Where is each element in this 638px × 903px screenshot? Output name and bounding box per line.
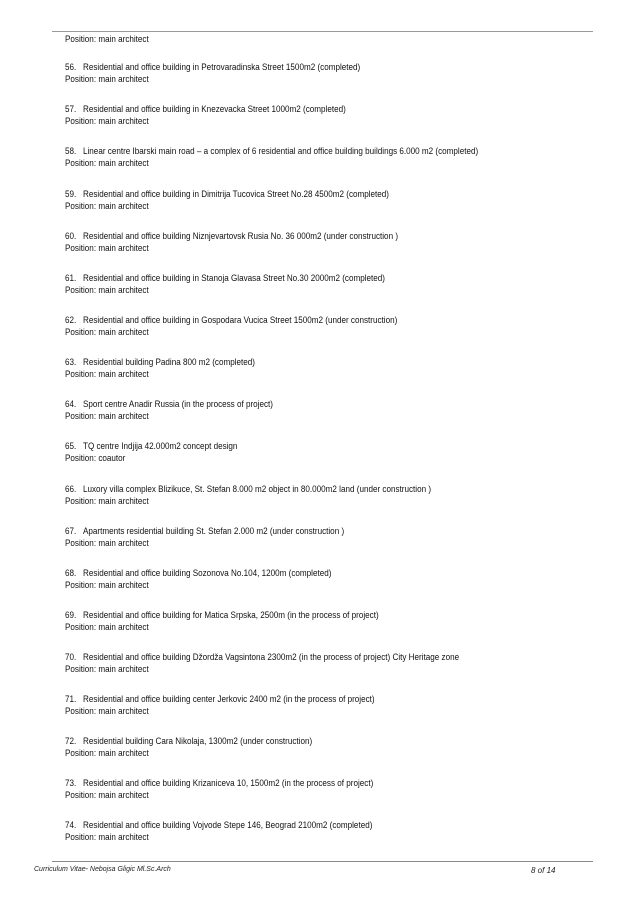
entry-number: 68. <box>65 568 77 578</box>
entry-title-text: Apartments residential building St. Stefan 2.000 m2 (under construction ) <box>83 526 345 536</box>
entry-title-text: Residential building Padina 800 m2 (completed) <box>83 357 256 367</box>
entry-title-text: Residential and office building in Knezevacka Street 1000m2 (completed) <box>83 104 346 114</box>
entry-number: 64. <box>65 399 77 409</box>
entry-title <box>65 819 372 831</box>
entry-title <box>65 230 398 242</box>
entry-title <box>65 314 397 326</box>
entry-title <box>65 525 344 537</box>
entry-number: 62. <box>65 315 77 325</box>
entry-position: Position: main architect <box>65 664 149 674</box>
entry-title <box>65 398 273 410</box>
entry-number: 57. <box>65 104 77 114</box>
entry-number: 58. <box>65 146 77 156</box>
entry-position: Position: main architect <box>65 496 149 506</box>
entry-number: 60. <box>65 231 77 241</box>
entry-title <box>65 272 385 284</box>
entry-position: Position: main architect <box>65 832 149 842</box>
entry-number: 72. <box>65 736 77 746</box>
entry-title <box>65 440 237 452</box>
entry-title <box>65 145 478 157</box>
entry-position: Position: main architect <box>65 369 149 379</box>
entry-title-text: Sport centre Anadir Russia (in the process of project) <box>83 399 273 409</box>
entry-number: 59. <box>65 189 77 199</box>
entry-position: Position: main architect <box>65 538 149 548</box>
footer-document-title: Curriculum Vitae- Nebojsa Gligic Ml.Sc.Arch <box>34 866 171 873</box>
entry-title-text: Residential and office building in Dimitrija Tucovica Street No.28 4500m2 (completed) <box>83 189 390 199</box>
entry-number: 56. <box>65 62 77 72</box>
entry-title <box>65 567 331 579</box>
entry-title <box>65 735 312 747</box>
entry-title-text: Residential and office building Vojvode Stepe 146, Beograd 2100m2 (completed) <box>83 820 373 830</box>
entry-title-text: Luxory villa complex Blizikuce, St. Stefan 8.000 m2 object in 80.000m2 land (under construction ) <box>83 484 432 494</box>
first-position: Position: main architect <box>65 34 149 44</box>
entry-position: Position: main architect <box>65 285 149 295</box>
entry-title <box>65 61 360 73</box>
footer-page-number: 8 of 14 <box>531 866 556 875</box>
entry-title-text: Residential building Cara Nikolaja, 1300m2 (under construction) <box>83 736 313 746</box>
entry-title-text: Residential and office building in Stanoja Glavasa Street No.30 2000m2 (completed) <box>83 273 385 283</box>
entry-position: Position: main architect <box>65 622 149 632</box>
entry-position: Position: coautor <box>65 453 126 463</box>
entry-position: Position: main architect <box>65 74 149 84</box>
entry-number: 67. <box>65 526 77 536</box>
entry-position: Position: main architect <box>65 116 149 126</box>
entry-title-text: Residential and office building in Petrovaradinska Street 1500m2 (completed) <box>83 62 361 72</box>
entry-title-text: Residential and office building Krizaniceva 10, 1500m2 (in the process of project) <box>83 778 374 788</box>
entry-position: Position: main architect <box>65 201 149 211</box>
entry-title <box>65 609 379 621</box>
entry-title-text: Residential and office building in Gospodara Vucica Street 1500m2 (under construction) <box>83 315 398 325</box>
footer-divider <box>52 861 593 862</box>
entry-number: 70. <box>65 652 77 662</box>
entry-number: 74. <box>65 820 77 830</box>
entry-title-text: Residential and office building Sozonova No.104, 1200m (completed) <box>83 568 332 578</box>
entry-title <box>65 103 346 115</box>
entry-position: Position: main architect <box>65 790 149 800</box>
entry-title <box>65 483 431 495</box>
entry-number: 63. <box>65 357 77 367</box>
entry-title-text: TQ centre Indjija 42.000m2 concept design <box>83 441 238 451</box>
entry-title <box>65 356 255 368</box>
entry-position: Position: main architect <box>65 706 149 716</box>
entry-number: 61. <box>65 273 77 283</box>
entry-title <box>65 651 459 663</box>
entry-number: 66. <box>65 484 77 494</box>
entry-position: Position: main architect <box>65 411 149 421</box>
entry-position: Position: main architect <box>65 580 149 590</box>
entry-number: 65. <box>65 441 77 451</box>
entry-title-text: Residential and office building for Matica Srpska, 2500m (in the process of project) <box>83 610 379 620</box>
entry-title <box>65 693 375 705</box>
entry-position: Position: main architect <box>65 327 149 337</box>
entry-title-text: Residential and office building center Jerkovic 2400 m2 (in the process of project) <box>83 694 375 704</box>
entry-number: 71. <box>65 694 77 704</box>
entry-position: Position: main architect <box>65 243 149 253</box>
entry-position: Position: main architect <box>65 158 149 168</box>
entry-position: Position: main architect <box>65 748 149 758</box>
entry-number: 73. <box>65 778 77 788</box>
entry-number: 69. <box>65 610 77 620</box>
top-divider <box>52 31 593 32</box>
entry-title-text: Residential and office building Niznjevartovsk Rusia No. 36 000m2 (under construction ) <box>83 231 399 241</box>
entry-title-text: Linear centre Ibarski main road – a complex of 6 residential and office building buildings 6.000 m2 (completed) <box>83 146 479 156</box>
entry-title <box>65 188 389 200</box>
entry-title <box>65 777 373 789</box>
entry-title-text: Residential and office building Džordža Vagsintona 2300m2 (in the process of project) City Heritage zone <box>83 652 460 662</box>
